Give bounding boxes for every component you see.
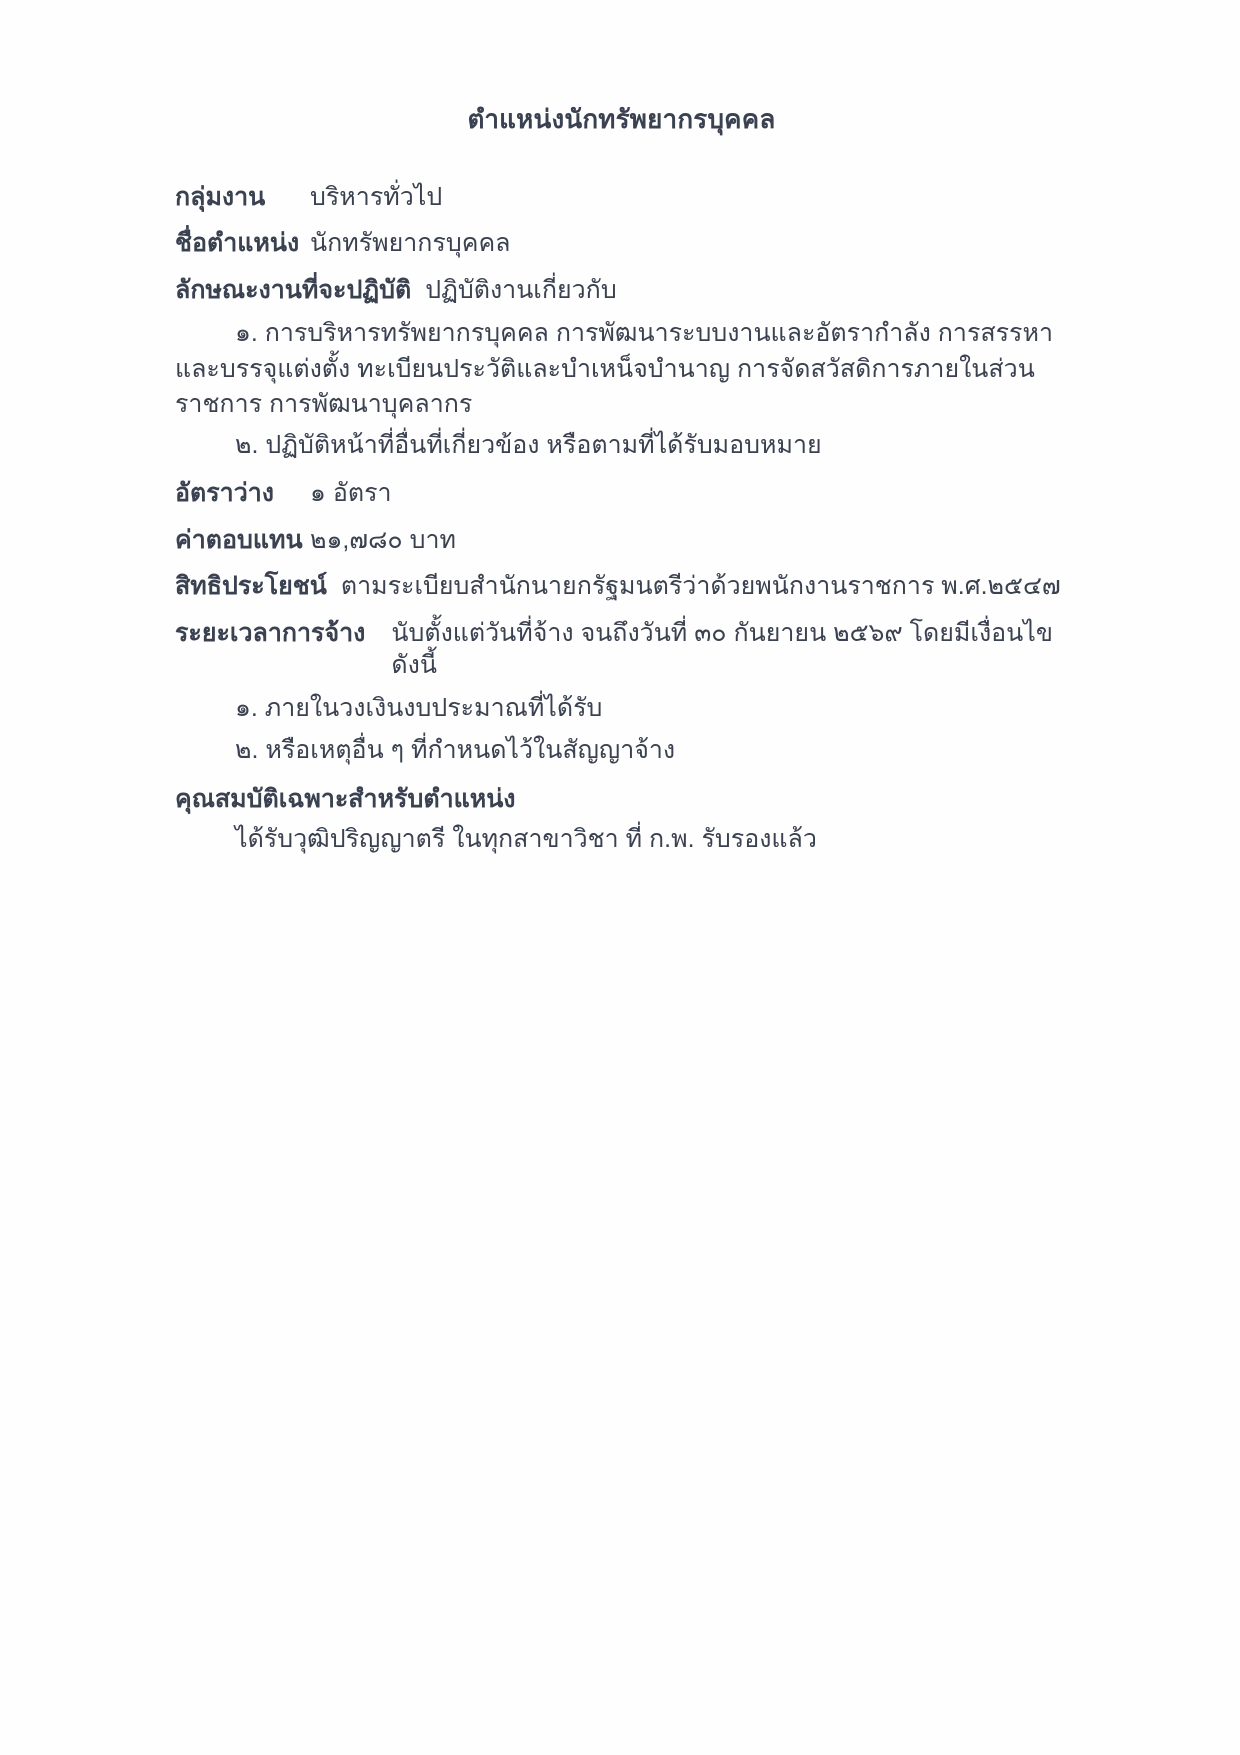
document-title: ตำแหน่งนักทรัพยากรบุคคล (467, 104, 776, 134)
qualifications-label: คุณสมบัติเฉพาะสำหรับตำแหน่ง (175, 784, 516, 813)
qualifications-value: ได้รับวุฒิปริญญาตรี ในทุกสาขาวิชา ที่ ก.พ. รับรองแล้ว (235, 825, 817, 854)
field-row-position-name (175, 227, 1068, 260)
compensation-label: ค่าตอบแทน (175, 525, 303, 554)
job-description-intro: ปฏิบัติงานเกี่ยวกับ (425, 275, 617, 304)
position-name-value: นักทรัพยากรบุคคล (310, 229, 511, 258)
field-row-employment-period (175, 617, 1068, 682)
employment-condition-1: ๑. ภายในวงเงินงบประมาณที่ได้รับ (235, 693, 603, 722)
work-group-value: บริหารทั่วไป (310, 182, 443, 211)
field-row-job-description (175, 274, 1068, 307)
position-name-label: ชื่อตำแหน่ง (175, 229, 300, 258)
benefits-value: ตามระเบียบสำนักนายกรัฐมนตรีว่าด้วยพนักงานราชการ พ.ศ.๒๕๔๗ (340, 572, 1061, 601)
field-row-compensation (175, 524, 1068, 557)
benefits-label: สิทธิประโยชน์ (175, 572, 327, 601)
field-row-work-group (175, 181, 1068, 214)
employment-period-value: นับตั้งแต่วันที่จ้าง จนถึงวันที่ ๓๐ กันยายน ๒๕๖๙ โดยมีเงื่อนไขดังนี้ (391, 618, 1053, 680)
field-row-vacancy (175, 477, 1068, 510)
employment-period-label: ระยะเวลาการจ้าง (175, 618, 366, 647)
employment-condition-2: ๒. หรือเหตุอื่น ๆ ที่กำหนดไว้ในสัญญาจ้าง (235, 736, 676, 765)
work-group-label: กลุ่มงาน (175, 182, 266, 211)
vacancy-value: ๑ อัตรา (310, 479, 392, 508)
job-description-item-2: ๒. ปฏิบัติหน้าที่อื่นที่เกี่ยวข้อง หรือตามที่ได้รับมอบหมาย (235, 430, 822, 459)
compensation-value: ๒๑,๗๘๐ บาท (310, 525, 456, 554)
job-description-label: ลักษณะงานที่จะปฏิบัติ (175, 275, 412, 304)
job-description-item-1: ๑. การบริหารทรัพยากรบุคคล การพัฒนาระบบงานและอัตรากำลัง การสรรหาและบรรจุแต่งตั้ง ทะเบียนประวัติและบำเหน็จบำนาญ การจัดสวัสดิการภายในส่วนราชการ การพัฒนาบุคลากร (175, 319, 1054, 419)
field-row-benefits (175, 570, 1068, 603)
vacancy-label: อัตราว่าง (175, 479, 274, 508)
